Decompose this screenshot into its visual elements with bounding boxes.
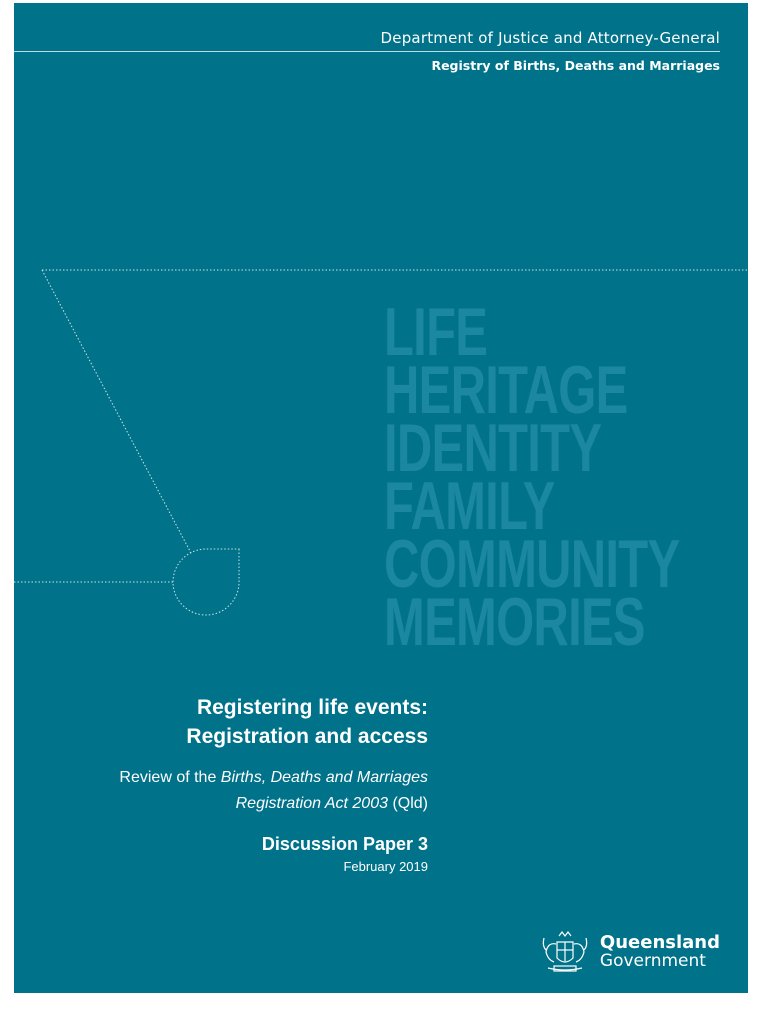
subtitle-suffix: (Qld) xyxy=(388,795,428,812)
discussion-paper-label: Discussion Paper 3 xyxy=(261,834,428,854)
word-life: LIFE xyxy=(384,294,488,370)
word-memories: MEMORIES xyxy=(384,584,645,660)
publication-date: February 2019 xyxy=(343,859,428,874)
queensland-government-logo xyxy=(538,928,720,976)
document-title-line-2: Registration and access xyxy=(186,725,428,748)
government-name: Queensland xyxy=(599,932,720,953)
word-family: FAMILY xyxy=(384,468,555,544)
word-community: COMMUNITY xyxy=(384,526,680,602)
subtitle-prefix: Review of the xyxy=(119,769,221,786)
queensland-coat-of-arms-icon xyxy=(538,928,592,976)
registry-name: Registry of Births, Deaths and Marriages xyxy=(431,58,720,73)
word-stack xyxy=(384,294,680,660)
government-label: Government xyxy=(599,951,706,971)
act-name-part-1: Births, Deaths and Marriages xyxy=(220,769,428,786)
department-name: Department of Justice and Attorney-General xyxy=(380,29,720,47)
document-cover xyxy=(14,3,748,993)
word-heritage: HERITAGE xyxy=(384,352,628,428)
document-title-line-1: Registering life events: xyxy=(196,696,428,719)
title-block xyxy=(119,693,428,876)
word-identity: IDENTITY xyxy=(384,410,602,486)
act-name-part-2: Registration Act 2003 xyxy=(235,795,388,812)
document-subtitle xyxy=(119,765,428,817)
